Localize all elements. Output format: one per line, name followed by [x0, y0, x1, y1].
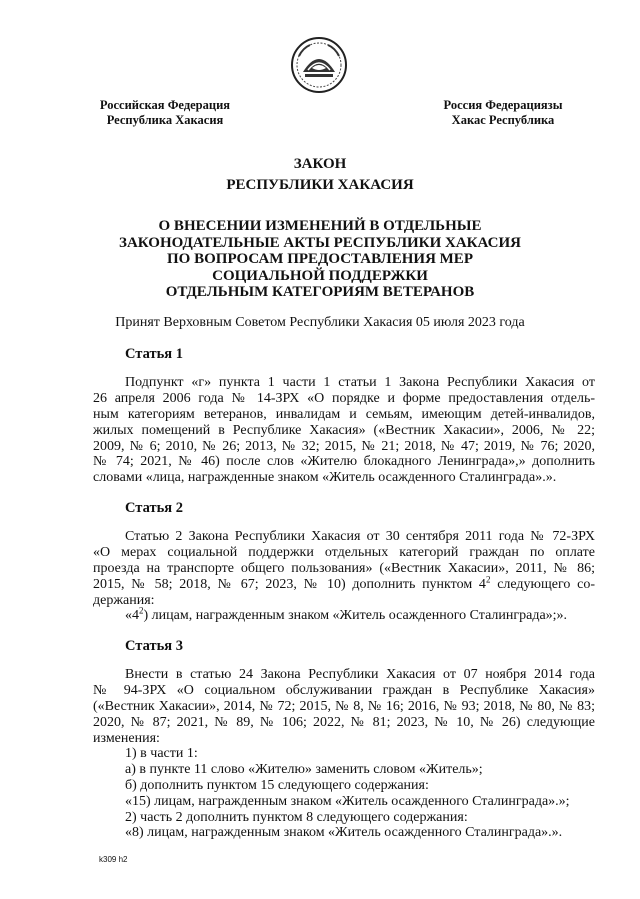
law-title-line: РЕСПУБЛИКИ ХАКАСИЯ: [226, 177, 414, 193]
header-right-republic: Хакас Республика: [451, 113, 555, 127]
article-3-heading: Статья 3: [125, 638, 183, 654]
text-line: держания:: [93, 592, 155, 608]
subject-line: ПО ВОПРОСАМ ПРЕДОСТАВЛЕНИЯ МЕР: [167, 251, 473, 267]
text-line: («Вестник Хакасии», 2014, № 72; 2015, № 8, № 16; 2016, № 93; 2018, № 80, № 83;: [93, 698, 595, 714]
document-code: k309 h2: [99, 855, 128, 864]
coat-of-arms-emblem: [290, 36, 348, 94]
text-line: проезда на транспорте общего пользования» («Вестник Хакасии», 2011, № 86;: [93, 560, 595, 576]
superscript: 2: [139, 605, 144, 616]
text-line: изменения:: [93, 730, 160, 746]
text-line: словами «лица, награжденные знаком «Житель осажденного Сталинграда».».: [93, 470, 557, 486]
article-1-text: [93, 375, 595, 486]
item-open: «4: [125, 608, 139, 623]
text-line: Внести в статью 24 Закона Республики Хакасия от 07 ноября 2014 года: [125, 667, 595, 682]
list-item: б) дополнить пунктом 15 следующего содержания:: [125, 777, 429, 793]
text-line: 26 апреля 2006 года № 14-ЗРХ «О порядке и форме предоставления отдель-: [93, 390, 595, 406]
list-item: а) в пункте 11 слово «Жителю» заменить словом «Житель»;: [125, 761, 483, 777]
article-2-heading: Статья 2: [125, 500, 183, 516]
text-line: 2020, № 87; 2021, № 89, № 106; 2022, № 81; 2023, № 10, № 26) следующие: [93, 714, 595, 730]
law-subject: [60, 218, 580, 301]
list-item: «8) лицам, награжденным знаком «Житель осажденного Сталинграда».».: [125, 825, 563, 841]
article-3-text: [93, 667, 595, 746]
article-2-text: [93, 529, 595, 608]
list-item: [93, 605, 613, 624]
law-title-line: ЗАКОН: [293, 156, 347, 172]
subject-line: ЗАКОНОДАТЕЛЬНЫЕ АКТЫ РЕСПУБЛИКИ ХАКАСИЯ: [119, 234, 521, 251]
text-fragment: следующего со-: [497, 576, 596, 592]
list-item: 1) в части 1:: [125, 746, 198, 761]
subject-line: СОЦИАЛЬНОЙ ПОДДЕРЖКИ: [212, 267, 428, 284]
text-line: № 74; 2021, № 46) после слов «Жителю блокадного Ленинграда»,» дополнить: [93, 454, 595, 470]
header-left-republic: Республика Хакасия: [106, 113, 224, 127]
text-line: 2009, № 6; 2010, № 26; 2013, № 32; 2015, № 21; 2018, № 47; 2019, № 76; 2020,: [93, 438, 595, 454]
header-right: [408, 98, 598, 128]
article-3-items: [93, 746, 613, 841]
item-rest: ) лицам, награжденным знаком «Житель осажденного Сталинграда»;».: [143, 608, 568, 623]
adoption-statement: Принят Верховным Советом Республики Хакасия 05 июля 2023 года: [115, 315, 525, 330]
subject-line: О ВНЕСЕНИИ ИЗМЕНЕНИЙ В ОТДЕЛЬНЫЕ: [158, 218, 482, 234]
text-line-with-superscript: [93, 574, 596, 593]
text-line: Статью 2 Закона Республики Хакасия от 30 сентября 2011 года № 72-ЗРХ: [125, 529, 595, 544]
header-left-country: Российская Федерация: [99, 98, 231, 112]
text-line: Подпункт «г» пункта 1 части 1 статьи 1 Закона Республики Хакасия от: [125, 375, 595, 390]
text-line: «О мерах социальной поддержки отдельных категорий граждан по оплате: [93, 544, 595, 560]
superscript: 2: [485, 574, 491, 585]
text-line: ным категориям ветеранов, инвалидам и семьям, имеющим детей-инвалидов,: [93, 406, 595, 422]
header-right-country: Россия Федерациязы: [443, 98, 563, 112]
text-fragment: 2015, № 58; 2018, № 67; 2023, № 10) дополнить пунктом 4: [93, 576, 486, 592]
text-line: № 94-ЗРХ «О социальном обслуживании граждан в Республике Хакасия»: [93, 682, 595, 698]
header-left: [70, 98, 260, 128]
law-title: [60, 156, 580, 198]
article-2-item: [93, 605, 613, 624]
text-line: жилых помещений в Республике Хакасия» («Вестник Хакасии», 2006, № 22;: [93, 422, 595, 438]
list-item: 2) часть 2 дополнить пунктом 8 следующего содержания:: [125, 809, 468, 825]
list-item: «15) лицам, награжденным знаком «Житель осажденного Сталинграда».»;: [125, 793, 570, 809]
article-1-heading: Статья 1: [125, 346, 183, 362]
subject-line: ОТДЕЛЬНЫМ КАТЕГОРИЯМ ВЕТЕРАНОВ: [165, 284, 475, 300]
